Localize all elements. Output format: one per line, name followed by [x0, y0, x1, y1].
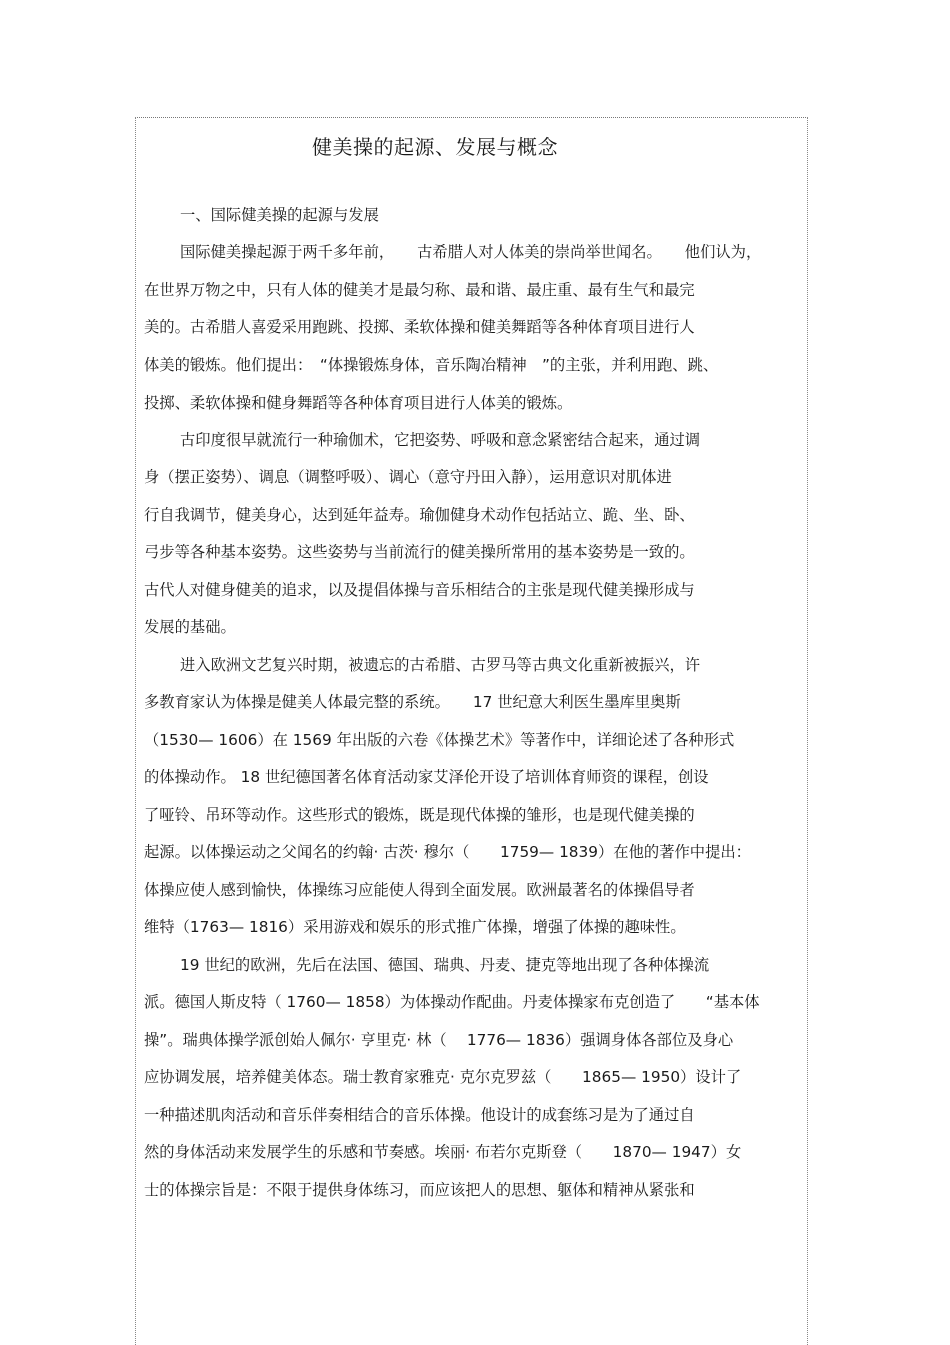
text-line: 然的身体活动来发展学生的乐感和节奏感。埃丽· 布若尔克斯登（ 1870— 1947）女: [144, 1143, 742, 1161]
text-line: 身（摆正姿势）、调息（调整呼吸）、调心（意守丹田入静），运用意识对肌体进: [144, 468, 672, 486]
text-line: 国际健美操起源于两千多年前， 古希腊人对人体美的崇尚举世闻名。 他们认为，: [180, 243, 762, 261]
text-line: 多教育家认为体操是健美人体最完整的系统。 17 世纪意大利医生墨库里奥斯: [144, 693, 681, 711]
section-heading: 一、国际健美操的起源与发展: [180, 206, 379, 224]
text-line: （1530— 1606）在 1569 年出版的六卷《体操艺术》等著作中，详细论述了各种形式: [144, 731, 735, 749]
frame-right-border: [807, 117, 808, 1345]
text-line: 进入欧洲文艺复兴时期，被遗忘的古希腊、古罗马等古典文化重新被振兴，许: [180, 656, 701, 674]
text-line: 古印度很早就流行一种瑜伽术，它把姿势、呼吸和意念紧密结合起来，通过调: [180, 431, 701, 449]
text-line: 一种描述肌肉活动和音乐伴奏相结合的音乐体操。他设计的成套练习是为了通过自: [144, 1106, 695, 1124]
text-line: 维特（1763— 1816）采用游戏和娱乐的形式推广体操，增强了体操的趣味性。: [144, 918, 686, 936]
text-line: 发展的基础。: [144, 618, 236, 636]
text-line: 行自我调节，健美身心，达到延年益寿。瑜伽健身术动作包括站立、跪、坐、卧、: [144, 506, 695, 524]
text-line: 体美的锻炼。他们提出： “体操锻炼身体，音乐陶冶精神 ”的主张，并利用跑、跳、: [144, 356, 719, 374]
text-line: 投掷、柔软体操和健身舞蹈等各种体育项目进行人体美的锻炼。: [144, 394, 573, 412]
text-line: 体操应使人感到愉快，体操练习应能使人得到全面发展。欧洲最著名的体操倡导者: [144, 881, 695, 899]
page-title: 健美操的起源、发展与概念: [312, 135, 558, 159]
text-line: 19 世纪的欧洲，先后在法国、德国、瑞典、丹麦、捷克等地出现了各种体操流: [180, 956, 710, 974]
text-line: 了哑铃、吊环等动作。这些形式的锻炼，既是现代体操的雏形，也是现代健美操的: [144, 806, 695, 824]
text-line: 士的体操宗旨是：不限于提供身体练习，而应该把人的思想、躯体和精神从紧张和: [144, 1181, 695, 1199]
frame-left-border: [135, 117, 136, 1345]
frame-top-border: [135, 117, 808, 118]
text-line: 在世界万物之中，只有人体的健美才是最匀称、最和谐、最庄重、最有生气和最完: [144, 281, 695, 299]
text-line: 弓步等各种基本姿势。这些姿势与当前流行的健美操所常用的基本姿势是一致的。: [144, 543, 695, 561]
text-line: 应协调发展，培养健美体态。瑞士教育家雅克· 克尔克罗兹（ 1865— 1950）设计了: [144, 1068, 742, 1086]
text-line: 操”。瑞典体操学派创始人佩尔· 亨里克· 林（ 1776— 1836）强调身体各部位及身心: [144, 1031, 734, 1049]
text-line: 美的。古希腊人喜爱采用跑跳、投掷、柔软体操和健美舞蹈等各种体育项目进行人: [144, 318, 695, 336]
text-line: 的体操动作。 18 世纪德国著名体育活动家艾泽伦开设了培训体育师资的课程，创设: [144, 768, 709, 786]
text-line: 古代人对健身健美的追求，以及提倡体操与音乐相结合的主张是现代健美操形成与: [144, 581, 695, 599]
text-line: 派。德国人斯皮特（ 1760— 1858）为体操动作配曲。丹麦体操家布克创造了 “基本体: [144, 993, 760, 1011]
text-line: 起源。以体操运动之父闻名的约翰· 古茨· 穆尔（ 1759— 1839）在他的著作中提出：: [144, 843, 751, 861]
